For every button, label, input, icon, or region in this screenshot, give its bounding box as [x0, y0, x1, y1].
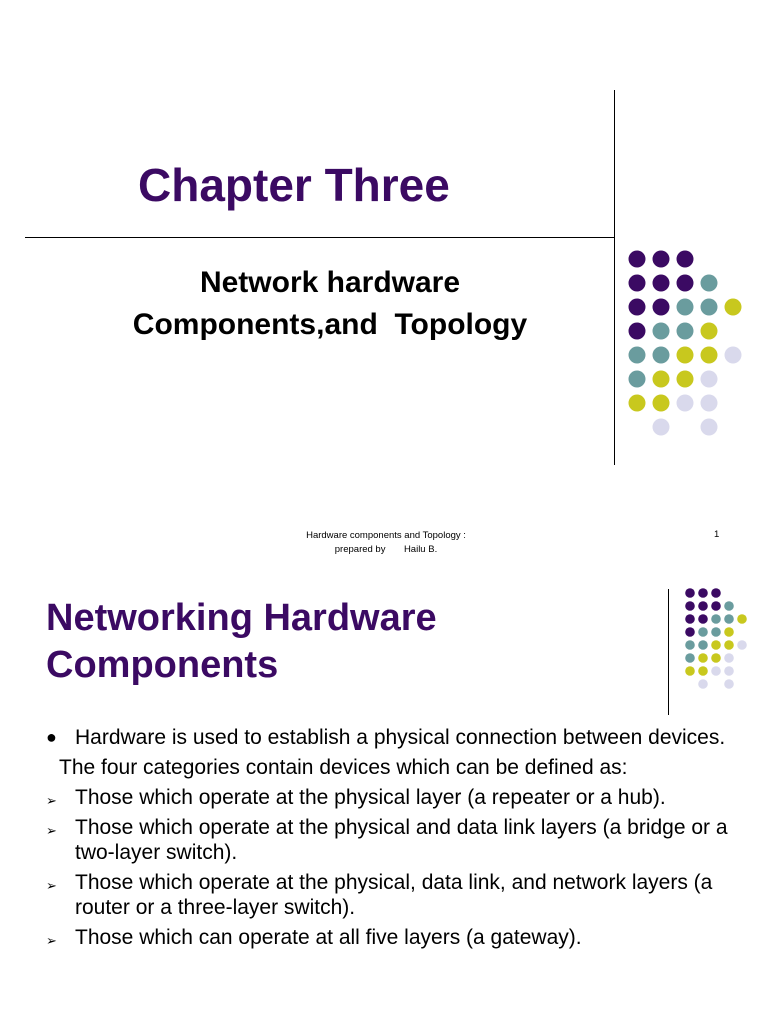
page-number: 1 [714, 529, 720, 540]
decorative-dot [737, 614, 747, 624]
decorative-dot [629, 299, 646, 316]
decorative-dot [653, 323, 670, 340]
decorative-dot [701, 299, 718, 316]
decorative-dot [701, 275, 718, 292]
dot-grid-decoration [680, 587, 760, 697]
horizontal-rule [25, 237, 615, 238]
decorative-dot [677, 395, 694, 412]
decorative-dot [698, 640, 708, 650]
decorative-dot [653, 275, 670, 292]
arrow-bullet-icon: ➢ [46, 823, 57, 838]
bullet-text: Hardware is used to establish a physical connection between devices. [75, 726, 726, 749]
decorative-dot [677, 371, 694, 388]
subtitle-line-1: Network hardware [199, 266, 461, 299]
arrow-bullet-icon: ➢ [46, 933, 57, 948]
decorative-dot [725, 347, 742, 364]
decorative-dot [685, 666, 695, 676]
decorative-dot [724, 601, 734, 611]
footer-line-1: Hardware components and Topology : [306, 530, 466, 541]
decorative-dot [629, 395, 646, 412]
slide-footer [276, 529, 496, 557]
decorative-dot [629, 275, 646, 292]
arrow-list-item [46, 870, 746, 920]
arrow-bullet-icon: ➢ [46, 878, 57, 893]
decorative-dot [685, 588, 695, 598]
decorative-dot [724, 666, 734, 676]
decorative-dot [698, 666, 708, 676]
decorative-dot [724, 614, 734, 624]
decorative-dot [711, 614, 721, 624]
decorative-dot [711, 653, 721, 663]
decorative-dot [724, 653, 734, 663]
decorative-dot [685, 653, 695, 663]
list-item-text: Those which operate at the physical, data link, and network layers (a router or a three-layer switch). [75, 871, 713, 919]
decorative-dot [653, 299, 670, 316]
decorative-dot [677, 275, 694, 292]
decorative-dot [653, 419, 670, 436]
decorative-dot [629, 323, 646, 340]
decorative-dot [724, 679, 734, 689]
slide-title: Chapter Three [138, 159, 450, 211]
decorative-dot [685, 601, 695, 611]
bullet-dot-icon: ● [46, 727, 57, 747]
slide-subtitle [60, 262, 600, 346]
decorative-dot [685, 614, 695, 624]
decorative-dot [698, 627, 708, 637]
decorative-dot [711, 666, 721, 676]
decorative-dot [701, 395, 718, 412]
decorative-dot [685, 640, 695, 650]
decorative-dot [698, 614, 708, 624]
list-item-text: Those which operate at the physical layer (a repeater or a hub). [75, 786, 666, 809]
decorative-dot [724, 640, 734, 650]
arrow-list-item [46, 815, 746, 865]
decorative-dot [711, 627, 721, 637]
decorative-dot [629, 371, 646, 388]
decorative-dot [698, 588, 708, 598]
decorative-dot [629, 347, 646, 364]
vertical-rule [614, 90, 615, 465]
decorative-dot [629, 251, 646, 268]
decorative-dot [698, 601, 708, 611]
body-paragraph: The four categories contain devices which can be defined as: [59, 756, 628, 779]
list-item-text: Those which operate at the physical and data link layers (a bridge or a two-layer switch). [75, 816, 728, 864]
decorative-dot [653, 347, 670, 364]
slide-2 [0, 575, 768, 1024]
decorative-dot [711, 601, 721, 611]
decorative-dot [685, 627, 695, 637]
decorative-dot [701, 347, 718, 364]
decorative-dot [677, 251, 694, 268]
list-item-text: Those which can operate at all five layers (a gateway). [75, 926, 582, 949]
decorative-dot [677, 299, 694, 316]
decorative-dot [653, 395, 670, 412]
decorative-dot [701, 371, 718, 388]
decorative-dot [653, 251, 670, 268]
decorative-dot [737, 640, 747, 650]
subtitle-line-2: Components,and Topology [132, 308, 528, 341]
vertical-rule [668, 589, 669, 715]
decorative-dot [724, 627, 734, 637]
slide-body [46, 725, 746, 955]
decorative-dot [711, 588, 721, 598]
decorative-dot [698, 679, 708, 689]
arrow-list-item [46, 925, 746, 950]
decorative-dot [653, 371, 670, 388]
title-line-1: Networking Hardware [46, 597, 437, 639]
arrow-bullet-icon: ➢ [46, 793, 57, 808]
decorative-dot [711, 640, 721, 650]
footer-line-2: prepared by Hailu B. [334, 544, 438, 555]
title-line-2: Components [46, 644, 279, 686]
decorative-dot [677, 323, 694, 340]
bullet-item [46, 725, 746, 750]
decorative-dot [701, 323, 718, 340]
slide-title [46, 595, 437, 689]
arrow-list-item [46, 785, 746, 810]
decorative-dot [677, 347, 694, 364]
decorative-dot [698, 653, 708, 663]
decorative-dot [725, 299, 742, 316]
dot-grid-decoration [620, 245, 750, 445]
decorative-dot [701, 419, 718, 436]
